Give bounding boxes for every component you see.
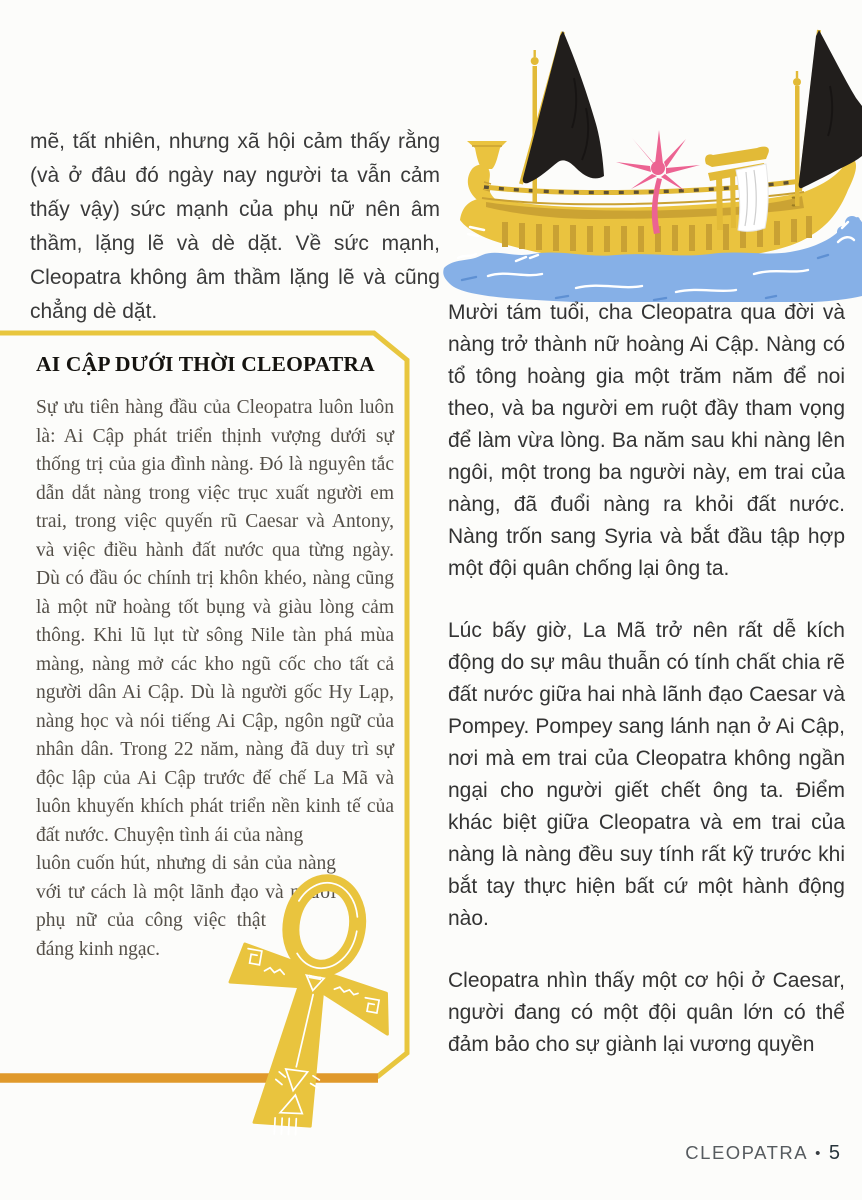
ankh-illustration [214,872,406,1160]
page-footer [685,1140,840,1166]
ankh-icon [214,872,406,1160]
sidebar-body-part1: Sự ưu tiên hàng đầu của Cleopatra luôn luôn là: Ai Cập phát triển thịnh vượng dưới sự thống trị của gia đình nàng. Đó là nguyên tắc dẫn dắt nàng trong việc trục xuất người em trai, trong việc quyến rũ Caesar và Antony, và việc điều hành đất nước qua từng ngày. Dù có đầu óc chính trị khôn khéo, nàng cũng là một nữ hoàng tốt bụng và giàu lòng cảm thông. Khi lũ lụt từ sông Nile tàn phá mùa màng, nàng mở các kho ngũ cốc cho tất cả người dân Ai Cập. Dù là người gốc Hy Lạp, nàng học và nói tiếng Ai Cập, ngôn ngữ của nhân dân. Trong 22 năm, nàng đã duy trì sự độc lập của Ai Cập trước đế chế La Mã và luôn khuyến khích phát triển nền kinh tế của đất nước. Chuyện tình ái của nàng [36,397,394,846]
sidebar-body-part2: luôn cuốn hút, nhưng di sản của nàng với tư cách là một lãnh đạo và người phụ nữ của công việc thật đáng kinh ngạc. [36,853,336,960]
paragraph-2: Lúc bấy giờ, La Mã trở nên rất dễ kích động do sự mâu thuẫn có tính chất chia rẽ đất nước giữa hai nhà lãnh đạo Caesar và Pompey. Pompey sang lánh nạn ở Ai Cập, nơi mà em trai của Cleopatra không ngần ngại cho người giết chết ông ta. Điểm khác biệt giữa Cleopatra và em trai của nàng là nàng đều suy tính rất kỹ trước khi bắt tay thực hiện bất cứ một hành động nào. [448,619,845,930]
paragraph-3: Cleopatra nhìn thấy một cơ hội ở Caesar, người đang có một đội quân lớn có thể đảm bảo cho sự giành lại vương quyền [448,969,845,1056]
paragraph-1: Mười tám tuổi, cha Cleopatra qua đời và nàng trở thành nữ hoàng Ai Cập. Nàng có tổ tông hoàng gia một trăm năm để noi theo, và ba người em ruột đầy tham vọng để làm vừa lòng. Ba năm sau khi nàng lên ngôi, một trong ba người này, em trai của nàng, đã đuổi nàng ra khỏi đất nước. Nàng trốn sang Syria và bắt đầu tập hợp một đội quân chống lại ông ta. [448,301,845,580]
egyptian-barge-illustration [436,6,862,302]
main-column [448,297,845,1061]
footer-page-number: 5 [828,1141,840,1164]
ship-icon [436,6,862,302]
intro-paragraph: mẽ, tất nhiên, nhưng xã hội cảm thấy rằng (và ở đâu đó ngày nay người ta vẫn cảm thấy vậy) sức mạnh của phụ nữ nên âm thầm, lặng lẽ và dè dặt. Về sức mạnh, Cleopatra không âm thầm lặng lẽ và cũng chẳng dè dặt. [30,130,440,323]
footer-book-title: CLEOPATRA [685,1142,809,1163]
sidebar-title: AI CẬP DƯỚI THỜI CLEOPATRA [36,352,375,376]
footer-separator: • [815,1144,822,1162]
